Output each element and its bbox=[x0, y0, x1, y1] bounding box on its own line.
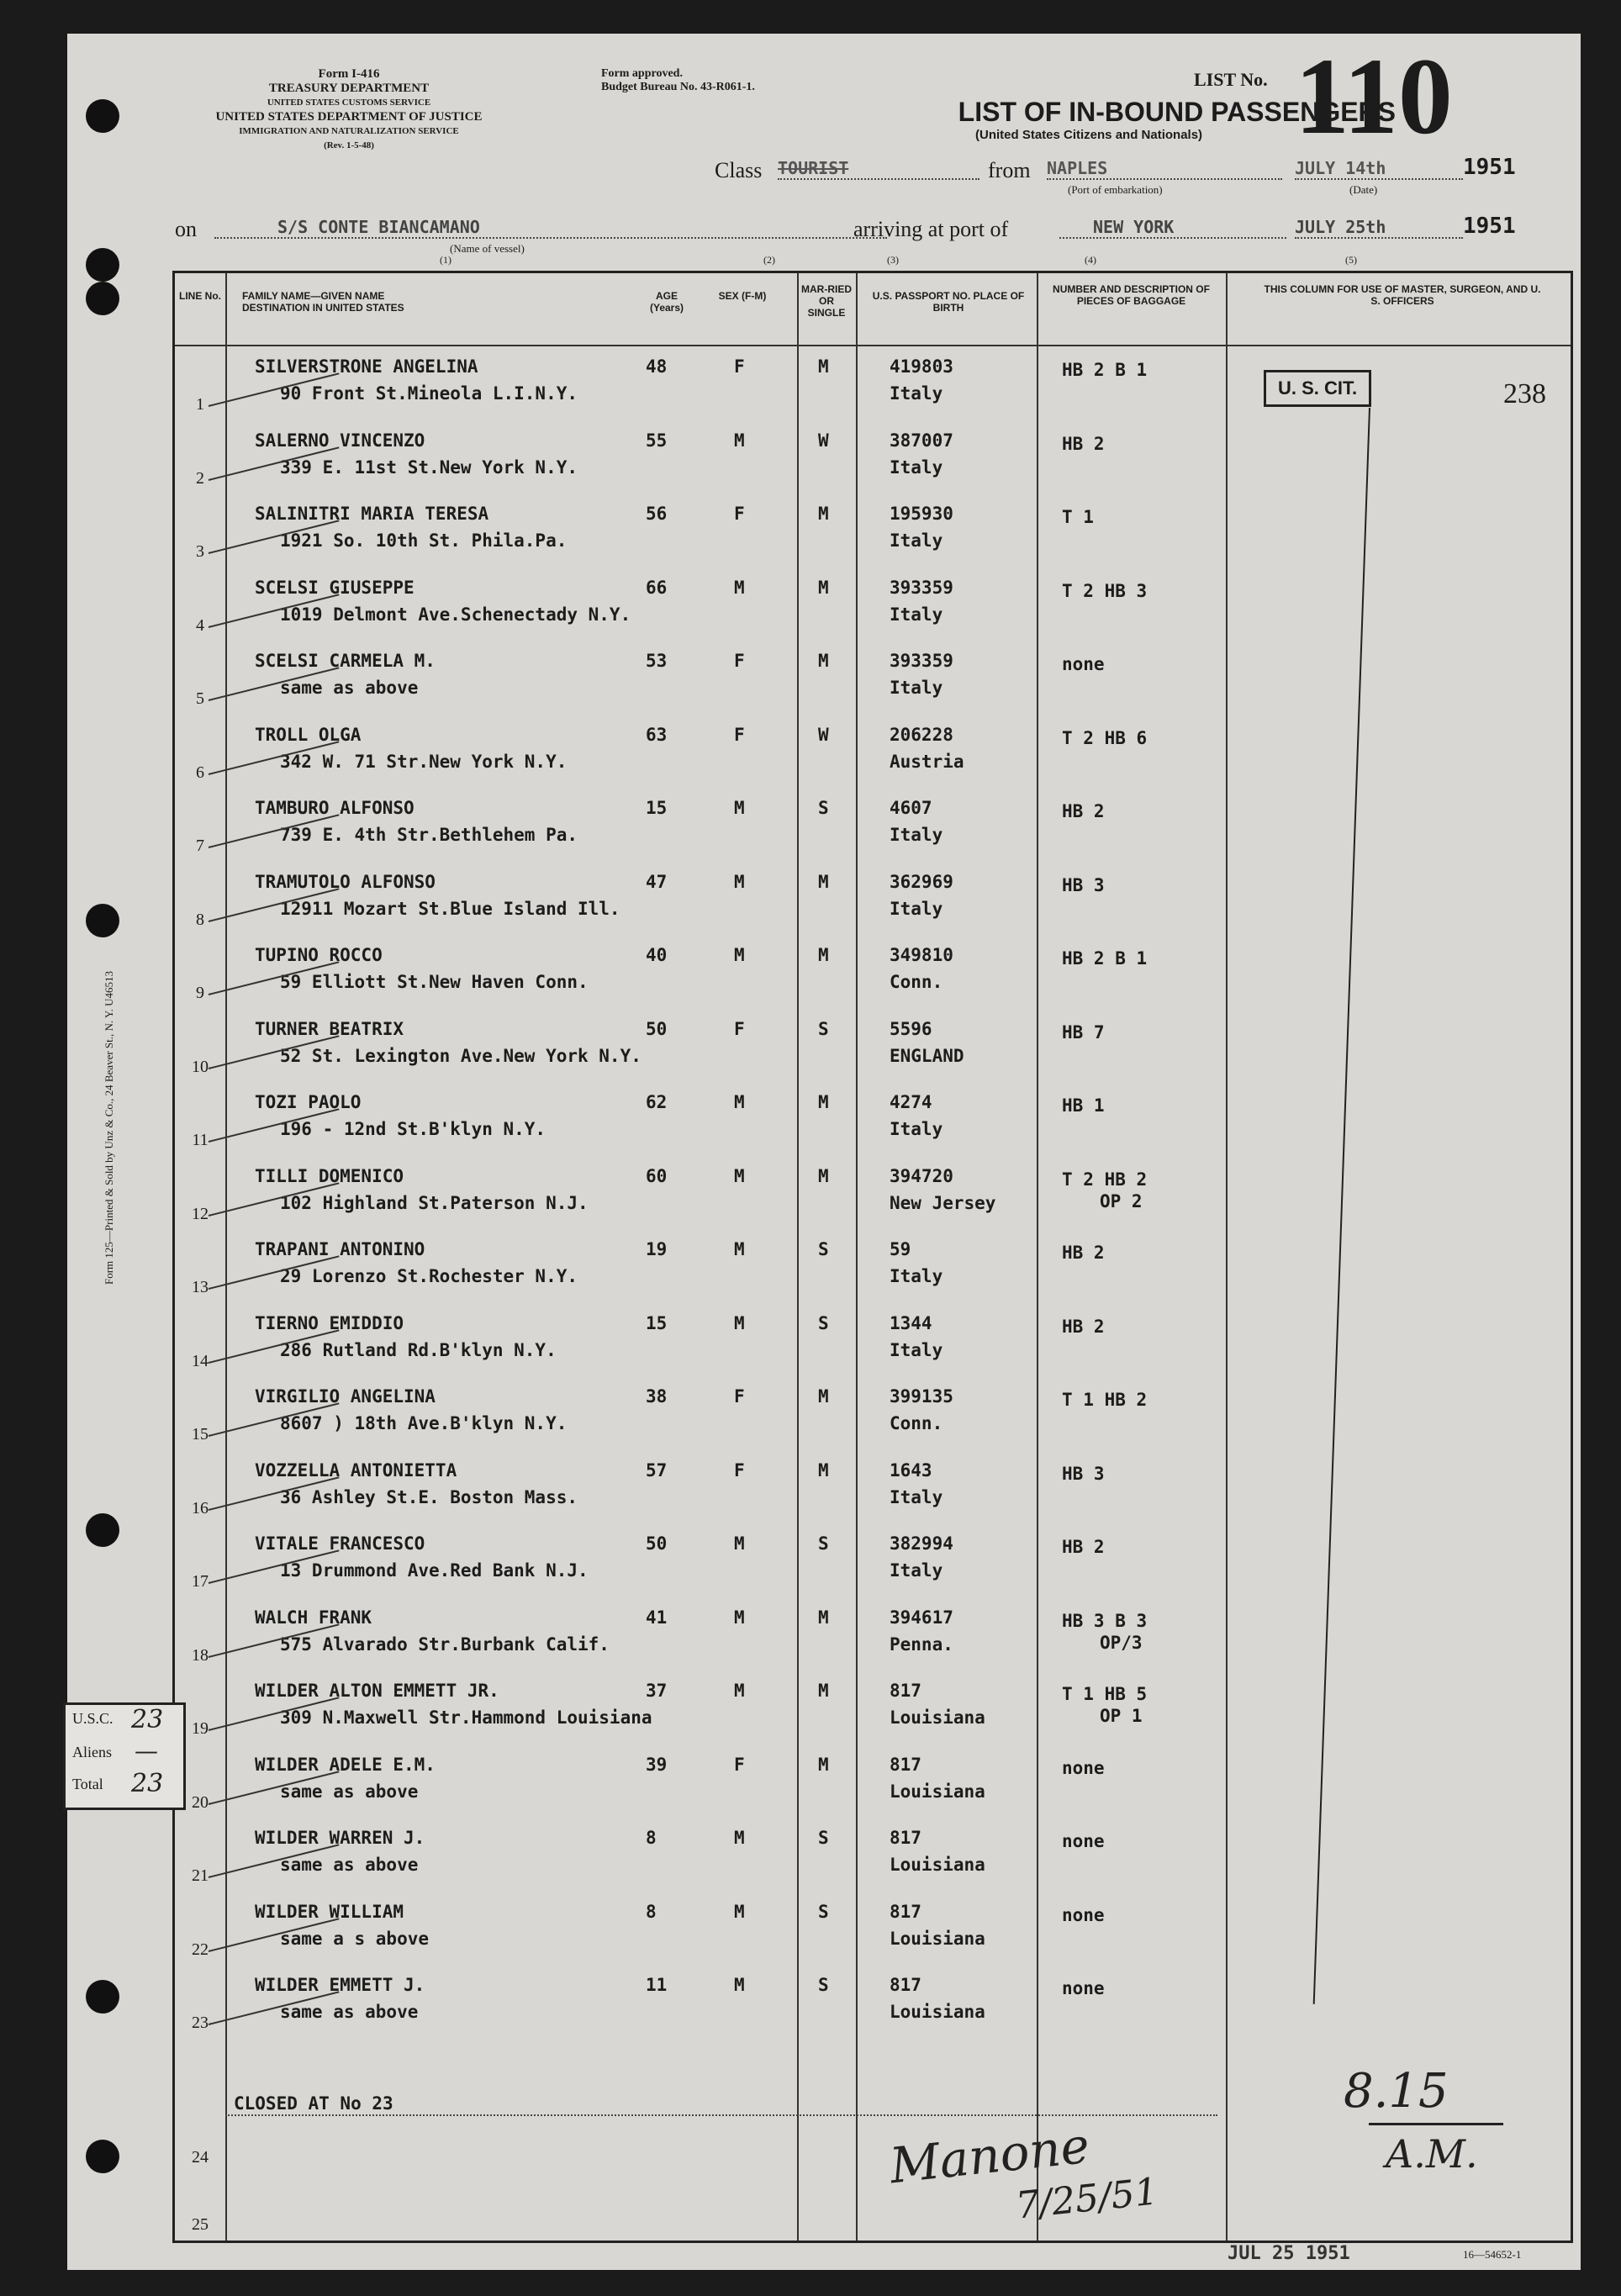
line-number: 2 bbox=[196, 468, 204, 488]
passenger-age: 41 bbox=[646, 1607, 668, 1628]
column-number: (2) bbox=[763, 254, 775, 266]
passenger-destination: 196 - 12nd St.B'klyn N.Y. bbox=[280, 1119, 546, 1139]
baggage-description: HB 2 B 1 bbox=[1062, 360, 1148, 380]
place-of-birth: Italy bbox=[890, 1339, 943, 1360]
passenger-name: WILDER WARREN J. bbox=[255, 1828, 425, 1848]
baggage-description: none bbox=[1062, 1978, 1105, 1998]
passenger-age: 63 bbox=[646, 724, 668, 745]
passenger-sex: F bbox=[734, 724, 745, 745]
line-number: 5 bbox=[196, 689, 204, 708]
line-number: 21 bbox=[192, 1866, 209, 1885]
vessel-name: S/S CONTE BIANCAMANO bbox=[214, 217, 887, 239]
place-of-birth: Italy bbox=[890, 1486, 943, 1507]
baggage-description: none bbox=[1062, 1757, 1105, 1778]
issuer-line: TREASURY DEPARTMENT bbox=[268, 82, 430, 95]
line-number: 9 bbox=[196, 984, 204, 1002]
passenger-name: TROLL OLGA bbox=[255, 724, 362, 745]
signature-date: 7/25/51 bbox=[1013, 2170, 1160, 2228]
received-date-stamp: JUL 25 1951 bbox=[1228, 2243, 1350, 2264]
line-number: 15 bbox=[192, 1425, 209, 1444]
passenger-name: VIRGILIO ANGELINA bbox=[255, 1386, 436, 1407]
aliens-label: Aliens bbox=[72, 1744, 112, 1760]
line-number: 12 bbox=[192, 1204, 209, 1223]
line-number: 18 bbox=[192, 1645, 209, 1665]
line-number: 19 bbox=[192, 1719, 209, 1738]
passport-number: 393359 bbox=[890, 651, 953, 671]
date-caption: (Date) bbox=[1349, 183, 1378, 196]
punch-hole bbox=[86, 248, 119, 282]
passenger-sex: M bbox=[734, 871, 745, 892]
passport-number: 399135 bbox=[890, 1386, 953, 1407]
footer-code: 16—54652-1 bbox=[1463, 2248, 1522, 2261]
place-of-birth: Louisiana bbox=[890, 1855, 985, 1875]
passenger-age: 15 bbox=[646, 798, 668, 818]
aliens-count: — bbox=[135, 1737, 158, 1765]
passport-number: 387007 bbox=[890, 430, 953, 451]
passport-number: 394720 bbox=[890, 1165, 953, 1186]
passport-number: 817 bbox=[890, 1901, 921, 1922]
passenger-sex: M bbox=[734, 798, 745, 818]
baggage-description-extra: OP 2 bbox=[1100, 1190, 1143, 1211]
baggage-description: T 1 HB 5 bbox=[1062, 1684, 1148, 1704]
place-of-birth: Italy bbox=[890, 1560, 943, 1581]
line-number: 11 bbox=[192, 1131, 209, 1149]
passenger-destination: 52 St. Lexington Ave.New York N.Y. bbox=[280, 1045, 642, 1066]
column-number: (5) bbox=[1345, 254, 1357, 266]
punch-hole bbox=[86, 2140, 119, 2173]
line-number: 22 bbox=[192, 1940, 209, 1959]
arrival-port: NEW YORK bbox=[1059, 217, 1286, 239]
baggage-description: none bbox=[1062, 1904, 1105, 1925]
passenger-age: 53 bbox=[646, 651, 668, 671]
punch-hole bbox=[86, 282, 119, 315]
issuer-line: UNITED STATES CUSTOMS SERVICE bbox=[267, 98, 431, 108]
line-number: 13 bbox=[192, 1278, 209, 1296]
passenger-sex: M bbox=[734, 577, 745, 598]
passport-number: 4607 bbox=[890, 798, 932, 818]
approval-line: Budget Bureau No. 43-R061-1. bbox=[601, 81, 755, 93]
from-label: from bbox=[988, 158, 1031, 182]
column-number: (1) bbox=[440, 254, 451, 266]
passenger-age: 11 bbox=[646, 1975, 668, 1995]
passenger-age: 66 bbox=[646, 577, 668, 598]
line-number: 14 bbox=[192, 1351, 209, 1370]
passenger-destination: 309 N.Maxwell Str.Hammond Louisiana bbox=[280, 1707, 652, 1728]
passenger-marital-status: M bbox=[818, 1386, 829, 1407]
baggage-description: HB 2 bbox=[1062, 1243, 1105, 1263]
document-subtitle: (United States Citizens and Nationals) bbox=[975, 128, 1203, 142]
list-no-label: LIST No. bbox=[1194, 69, 1268, 90]
passenger-sex: M bbox=[734, 1092, 745, 1112]
line-number: 25 bbox=[192, 2215, 209, 2234]
passport-number: 817 bbox=[890, 1754, 921, 1775]
passenger-destination: 575 Alvarado Str.Burbank Calif. bbox=[280, 1634, 610, 1655]
passenger-age: 56 bbox=[646, 504, 668, 524]
passenger-name: SCELSI CARMELA M. bbox=[255, 651, 436, 671]
issuer-line: UNITED STATES DEPARTMENT OF JUSTICE bbox=[215, 110, 483, 124]
place-of-birth: Italy bbox=[890, 604, 943, 625]
issuer-line: IMMIGRATION AND NATURALIZATION SERVICE bbox=[239, 126, 459, 136]
passenger-name: WILDER EMMETT J. bbox=[255, 1975, 425, 1995]
vessel-caption: (Name of vessel) bbox=[450, 242, 525, 255]
passenger-marital-status: M bbox=[818, 577, 829, 598]
passenger-sex: F bbox=[734, 1386, 745, 1407]
passenger-name: WALCH FRANK bbox=[255, 1607, 372, 1628]
passenger-age: 37 bbox=[646, 1681, 668, 1701]
passenger-destination: same as above bbox=[280, 2002, 419, 2022]
passport-number: 817 bbox=[890, 1681, 921, 1701]
line-number: 24 bbox=[192, 2148, 209, 2167]
passenger-age: 40 bbox=[646, 945, 668, 965]
passenger-marital-status: S bbox=[818, 1018, 829, 1039]
passenger-sex: M bbox=[734, 1312, 745, 1333]
port-caption: (Port of embarkation) bbox=[1068, 183, 1163, 196]
baggage-description: T 2 HB 3 bbox=[1062, 580, 1148, 601]
total-label: Total bbox=[72, 1776, 103, 1792]
passenger-marital-status: S bbox=[818, 1239, 829, 1259]
baggage-description: HB 3 bbox=[1062, 1463, 1105, 1484]
passenger-marital-status: M bbox=[818, 1607, 829, 1628]
baggage-description: HB 3 B 3 bbox=[1062, 1610, 1148, 1631]
passenger-name: SALERNO VINCENZO bbox=[255, 430, 425, 451]
place-of-birth: Italy bbox=[890, 383, 943, 404]
passenger-name: WILDER WILLIAM bbox=[255, 1901, 404, 1922]
list-no-value: 110 bbox=[1295, 36, 1453, 157]
baggage-description-extra: OP/3 bbox=[1100, 1632, 1143, 1653]
passenger-marital-status: W bbox=[818, 724, 829, 745]
departure-year: 1951 bbox=[1463, 155, 1516, 180]
column-number: (3) bbox=[887, 254, 899, 266]
passenger-sex: M bbox=[734, 1681, 745, 1701]
arriving-label: arriving at port of bbox=[853, 217, 1009, 241]
passenger-sex: F bbox=[734, 1754, 745, 1775]
passenger-name: TIERNO EMIDDIO bbox=[255, 1312, 404, 1333]
inspector-signature: Manone bbox=[887, 2116, 1092, 2195]
arrival-year: 1951 bbox=[1463, 214, 1516, 239]
place-of-birth: Louisiana bbox=[890, 1707, 985, 1728]
place-of-birth: Penna. bbox=[890, 1634, 953, 1655]
passenger-sex: M bbox=[734, 1239, 745, 1259]
passenger-marital-status: M bbox=[818, 1681, 829, 1701]
passenger-destination: 36 Ashley St.E. Boston Mass. bbox=[280, 1486, 578, 1507]
passenger-sex: F bbox=[734, 356, 745, 377]
line-number: 6 bbox=[196, 763, 204, 782]
baggage-description: none bbox=[1062, 1831, 1105, 1851]
passport-number: 394617 bbox=[890, 1607, 953, 1628]
total-count: 23 bbox=[131, 1769, 164, 1798]
passenger-name: TRAMUTOLO ALFONSO bbox=[255, 871, 436, 892]
baggage-description: HB 2 bbox=[1062, 1316, 1105, 1337]
passenger-age: 47 bbox=[646, 871, 668, 892]
passenger-sex: M bbox=[734, 1165, 745, 1186]
baggage-description: T 2 HB 6 bbox=[1062, 727, 1148, 748]
baggage-description-extra: OP 1 bbox=[1100, 1706, 1143, 1726]
place-of-birth: Italy bbox=[890, 678, 943, 698]
us-citizen-stamp: U. S. CIT. bbox=[1264, 370, 1371, 407]
passenger-destination: same as above bbox=[280, 1781, 419, 1802]
passport-number: 195930 bbox=[890, 504, 953, 524]
tally-box bbox=[63, 1702, 186, 1810]
passenger-name: VITALE FRANCESCO bbox=[255, 1533, 425, 1554]
passenger-destination: 13 Drummond Ave.Red Bank N.J. bbox=[280, 1560, 589, 1581]
passenger-marital-status: M bbox=[818, 356, 829, 377]
place-of-birth: ENGLAND bbox=[890, 1045, 964, 1066]
passenger-marital-status: S bbox=[818, 1828, 829, 1848]
passenger-name: TRAPANI ANTONINO bbox=[255, 1239, 425, 1259]
line-number: 8 bbox=[196, 910, 204, 929]
passenger-age: 39 bbox=[646, 1754, 668, 1775]
col-header-married: MAR-RIED OR SINGLE bbox=[801, 283, 852, 319]
class-label: Class bbox=[715, 158, 763, 182]
passenger-marital-status: M bbox=[818, 945, 829, 965]
count-number: 238 bbox=[1503, 378, 1546, 409]
col-header-baggage: NUMBER AND DESCRIPTION OF PIECES OF BAGGAGE bbox=[1053, 283, 1210, 307]
place-of-birth: Louisiana bbox=[890, 1781, 985, 1802]
passport-number: 817 bbox=[890, 1975, 921, 1995]
passenger-destination: 739 E. 4th Str.Bethlehem Pa. bbox=[280, 825, 578, 845]
col-header-sex: SEX (F-M) bbox=[718, 290, 767, 302]
passenger-destination: 8607 ) 18th Ave.B'klyn N.Y. bbox=[280, 1413, 568, 1433]
passenger-marital-status: S bbox=[818, 1312, 829, 1333]
line-number: 7 bbox=[196, 837, 204, 855]
passport-number: 817 bbox=[890, 1828, 921, 1848]
place-of-birth: Italy bbox=[890, 825, 943, 845]
col-header-age: AGE (Years) bbox=[649, 290, 684, 314]
place-of-birth: Louisiana bbox=[890, 2002, 985, 2022]
col-header-passport: U.S. PASSPORT NO. PLACE OF BIRTH bbox=[872, 290, 1025, 314]
place-of-birth: Italy bbox=[890, 1119, 943, 1139]
form-number: Form I-416 bbox=[318, 67, 380, 81]
passenger-destination: 339 E. 11st St.New York N.Y. bbox=[280, 457, 578, 478]
passport-number: 393359 bbox=[890, 577, 953, 598]
line-number: 17 bbox=[192, 1572, 209, 1591]
passenger-age: 60 bbox=[646, 1165, 668, 1186]
passenger-marital-status: S bbox=[818, 798, 829, 818]
line-number: 10 bbox=[192, 1057, 209, 1076]
line-number: 1 bbox=[196, 395, 204, 414]
baggage-description: T 1 HB 2 bbox=[1062, 1390, 1148, 1410]
passenger-name: SCELSI GIUSEPPE bbox=[255, 577, 414, 598]
passenger-name: SALINITRI MARIA TERESA bbox=[255, 504, 489, 524]
passenger-age: 15 bbox=[646, 1312, 668, 1333]
punch-hole bbox=[86, 1980, 119, 2014]
col-header-name: FAMILY NAME—GIVEN NAME DESTINATION IN UNITED STATES bbox=[242, 290, 404, 314]
passenger-age: 8 bbox=[646, 1901, 657, 1922]
passenger-age: 57 bbox=[646, 1459, 668, 1481]
passenger-sex: M bbox=[734, 945, 745, 965]
passenger-sex: M bbox=[734, 1828, 745, 1848]
passenger-age: 48 bbox=[646, 356, 668, 377]
passenger-sex: F bbox=[734, 1459, 745, 1481]
passenger-name: WILDER ADELE E.M. bbox=[255, 1754, 436, 1775]
place-of-birth: Louisiana bbox=[890, 1928, 985, 1949]
place-of-birth: Italy bbox=[890, 457, 943, 478]
passport-number: 5596 bbox=[890, 1018, 932, 1039]
baggage-description: HB 2 bbox=[1062, 1537, 1105, 1557]
passenger-sex: F bbox=[734, 651, 745, 671]
class-value: TOURIST bbox=[778, 158, 979, 180]
passenger-table bbox=[172, 271, 1573, 2243]
col-header-line-no: LINE No. bbox=[179, 290, 221, 302]
passenger-manifest-page bbox=[67, 34, 1581, 2270]
passenger-name: SILVERSTRONE ANGELINA bbox=[255, 356, 478, 377]
passport-number: 206228 bbox=[890, 724, 953, 745]
passenger-destination: 59 Elliott St.New Haven Conn. bbox=[280, 972, 589, 992]
line-number: 4 bbox=[196, 615, 204, 635]
punch-hole bbox=[86, 1513, 119, 1547]
passenger-destination: same as above bbox=[280, 1855, 419, 1875]
passport-number: 59 bbox=[890, 1239, 911, 1259]
place-of-birth: Conn. bbox=[890, 1413, 943, 1433]
passenger-name: TURNER BEATRIX bbox=[255, 1018, 404, 1039]
place-of-birth: Italy bbox=[890, 530, 943, 551]
passport-number: 1643 bbox=[890, 1459, 932, 1481]
baggage-description: HB 2 bbox=[1062, 433, 1105, 454]
col-header-officers: THIS COLUMN FOR USE OF MASTER, SURGEON, AND U. S. OFFICERS bbox=[1264, 283, 1541, 307]
passenger-name: TOZI PAOLO bbox=[255, 1092, 362, 1112]
passenger-marital-status: W bbox=[818, 430, 829, 451]
passenger-marital-status: S bbox=[818, 1901, 829, 1922]
document-title: LIST OF IN-BOUND PASSENGERS bbox=[958, 97, 1396, 127]
closed-at-line: CLOSED AT No 23 bbox=[234, 2093, 393, 2114]
baggage-description: HB 7 bbox=[1062, 1021, 1105, 1042]
passenger-name: TAMBURO ALFONSO bbox=[255, 798, 414, 818]
passenger-age: 38 bbox=[646, 1386, 668, 1407]
line-number: 23 bbox=[192, 2014, 209, 2032]
passenger-sex: M bbox=[734, 1901, 745, 1922]
passenger-destination: 1019 Delmont Ave.Schenectady N.Y. bbox=[280, 604, 631, 625]
on-label: on bbox=[175, 217, 197, 241]
checkmark-line bbox=[1313, 408, 1370, 2004]
revision-line: (Rev. 1-5-48) bbox=[324, 140, 374, 150]
passenger-marital-status: S bbox=[818, 1533, 829, 1554]
place-of-birth: Italy bbox=[890, 1266, 943, 1286]
passenger-marital-status: M bbox=[818, 651, 829, 671]
line-number: 20 bbox=[192, 1792, 209, 1812]
passenger-sex: M bbox=[734, 1975, 745, 1995]
passenger-age: 62 bbox=[646, 1092, 668, 1112]
passenger-destination: same a s above bbox=[280, 1928, 430, 1949]
place-of-birth: New Jersey bbox=[890, 1192, 996, 1213]
passenger-age: 55 bbox=[646, 430, 668, 451]
place-of-birth: Conn. bbox=[890, 972, 943, 992]
usc-count: 23 bbox=[131, 1705, 164, 1734]
place-of-birth: Italy bbox=[890, 898, 943, 919]
departure-date: JULY 14th bbox=[1295, 158, 1463, 180]
from-port: NAPLES bbox=[1047, 158, 1282, 180]
printer-imprint: Form 125—Printed & Sold by Unz & Co., 24 Beaver St., N. Y. U46513 bbox=[103, 970, 115, 1285]
passport-number: 419803 bbox=[890, 356, 953, 377]
passenger-marital-status: M bbox=[818, 1754, 829, 1775]
baggage-description: T 2 HB 2 bbox=[1062, 1169, 1148, 1190]
passenger-marital-status: M bbox=[818, 504, 829, 524]
passport-number: 362969 bbox=[890, 871, 953, 892]
passenger-age: 19 bbox=[646, 1239, 668, 1259]
column-number: (4) bbox=[1085, 254, 1096, 266]
passenger-name: WILDER ALTON EMMETT JR. bbox=[255, 1681, 499, 1701]
arrival-date: JULY 25th bbox=[1295, 217, 1463, 239]
baggage-description: HB 2 B 1 bbox=[1062, 948, 1148, 969]
arrival-ampm: A.M. bbox=[1386, 2131, 1478, 2177]
usc-label: U.S.C. bbox=[72, 1710, 114, 1727]
baggage-description: none bbox=[1062, 654, 1105, 674]
passenger-marital-status: M bbox=[818, 1165, 829, 1186]
passenger-destination: same as above bbox=[280, 678, 419, 698]
passenger-sex: M bbox=[734, 1533, 745, 1554]
passenger-name: TUPINO ROCCO bbox=[255, 945, 383, 965]
passenger-age: 50 bbox=[646, 1533, 668, 1554]
passenger-destination: 12911 Mozart St.Blue Island Ill. bbox=[280, 898, 620, 919]
passenger-destination: 29 Lorenzo St.Rochester N.Y. bbox=[280, 1266, 578, 1286]
baggage-description: HB 2 bbox=[1062, 801, 1105, 821]
passport-number: 349810 bbox=[890, 945, 953, 965]
line-number: 3 bbox=[196, 542, 204, 561]
passenger-sex: F bbox=[734, 1018, 745, 1039]
passenger-age: 8 bbox=[646, 1828, 657, 1848]
approval-line: Form approved. bbox=[601, 67, 683, 80]
passenger-sex: M bbox=[734, 430, 745, 451]
passport-number: 1344 bbox=[890, 1312, 932, 1333]
passenger-destination: 1921 So. 10th St. Phila.Pa. bbox=[280, 530, 568, 551]
passenger-destination: 286 Rutland Rd.B'klyn N.Y. bbox=[280, 1339, 557, 1360]
punch-hole bbox=[86, 99, 119, 133]
baggage-description: HB 3 bbox=[1062, 874, 1105, 895]
passenger-destination: 342 W. 71 Str.New York N.Y. bbox=[280, 751, 568, 772]
passenger-destination: 90 Front St.Mineola L.I.N.Y. bbox=[280, 383, 578, 404]
passport-number: 382994 bbox=[890, 1533, 953, 1554]
passenger-age: 50 bbox=[646, 1018, 668, 1039]
place-of-birth: Austria bbox=[890, 751, 964, 772]
passenger-sex: F bbox=[734, 504, 745, 524]
passenger-name: VOZZELLA ANTONIETTA bbox=[255, 1459, 457, 1481]
passenger-marital-status: M bbox=[818, 871, 829, 892]
passport-number: 4274 bbox=[890, 1092, 932, 1112]
baggage-description: HB 1 bbox=[1062, 1095, 1105, 1116]
passenger-marital-status: S bbox=[818, 1975, 829, 1995]
passenger-marital-status: M bbox=[818, 1092, 829, 1112]
passenger-marital-status: M bbox=[818, 1459, 829, 1481]
line-number: 16 bbox=[192, 1498, 209, 1517]
passenger-destination: 102 Highland St.Paterson N.J. bbox=[280, 1192, 589, 1213]
passenger-name: TILLI DOMENICO bbox=[255, 1165, 404, 1186]
approval-block bbox=[601, 67, 755, 94]
passenger-sex: M bbox=[734, 1607, 745, 1628]
arrival-time: 8.15 bbox=[1344, 2064, 1449, 2119]
form-issuer-block bbox=[168, 67, 530, 153]
baggage-description: T 1 bbox=[1062, 507, 1094, 527]
